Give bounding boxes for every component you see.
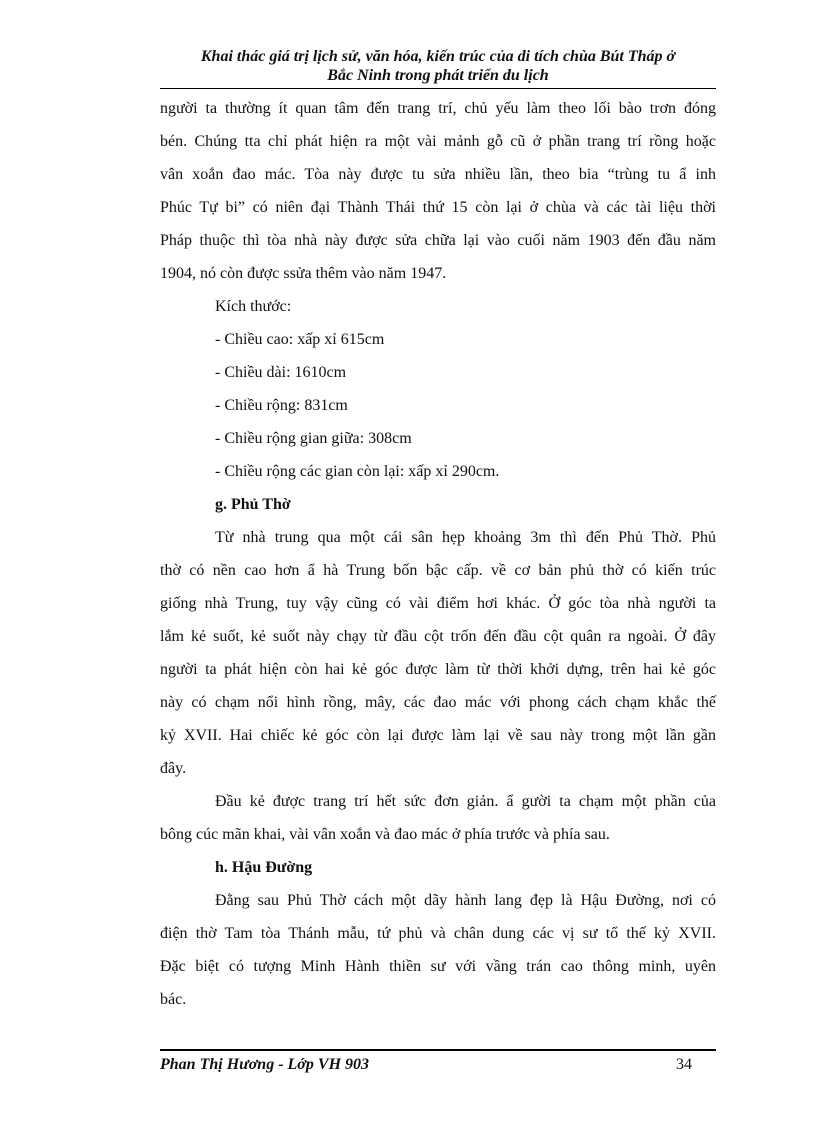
header-title-line-1: Khai thác giá trị lịch sử, văn hóa, kiến trúc của di tích chùa Bút Tháp ở <box>200 48 676 65</box>
text-line: Phúc Tự bi” có niên đại Thành Thái thứ 15 còn lại ở chùa và các tài liệu thời <box>160 199 716 216</box>
section-heading-hau-duong: h. Hậu Đường <box>215 859 313 876</box>
text-line: Từ nhà trung qua một cái sân hẹp khoảng 3m thì đến Phủ Thờ. Phủ <box>215 529 716 546</box>
list-item: - Chiều rộng gian giữa: 308cm <box>215 430 412 447</box>
paragraph-phu-tho <box>160 525 716 789</box>
text-line: người ta thường ít quan tâm đến trang trí, chủ yếu làm theo lối bào trơn đóng <box>160 100 716 117</box>
text-line: này có chạm nổi hình rồng, mây, các đao mác với phong cách chạm khắc thế <box>160 694 716 711</box>
list-item: - Chiều rộng các gian còn lại: xấp xỉ 290cm. <box>215 463 500 480</box>
text-line: Đầu kẻ được trang trí hết sức đơn giản. ẩ gười ta chạm một phần của <box>215 793 716 810</box>
text-line: điện thờ Tam tòa Thánh mẫu, tứ phủ và chân dung các vị sư tổ thế kỷ XVII. <box>160 925 716 942</box>
text-line: Đặc biệt có tượng Minh Hành thiền sư với vầng trán cao thông minh, uyên <box>160 958 716 975</box>
paragraph-dau-ke <box>160 789 716 855</box>
footer-divider <box>160 1049 716 1051</box>
text-line: vân xoắn đao mác. Tòa này được tu sửa nhiều lần, theo bia “trùng tu ẩ inh <box>160 166 716 183</box>
text-line: thờ có nền cao hơn ẩ hà Trung bốn bậc cấp. về cơ bản phủ thờ có kiến trúc <box>160 562 716 579</box>
text-line: 1904, nó còn được ssửa thêm vào năm 1947. <box>160 265 447 282</box>
header-title-line-2: Bắc Ninh trong phát triển du lịch <box>327 67 549 84</box>
header-divider <box>160 88 716 89</box>
text-line: bác. <box>160 991 187 1008</box>
dimensions-label: Kích thước: <box>215 298 292 315</box>
text-line: kỷ XVII. Hai chiếc kẻ góc còn lại được làm lại về sau này trong một lần gần <box>160 727 716 744</box>
paragraph-nha-trung-continued <box>160 96 716 294</box>
page-body <box>160 96 716 1020</box>
text-line: người ta phát hiện còn hai kẻ góc được làm từ thời khởi dựng, trên hai kẻ góc <box>160 661 716 678</box>
footer-author: Phan Thị Hương - Lớp VH 903 <box>160 1056 370 1073</box>
paragraph-hau-duong <box>160 888 716 1020</box>
list-item: - Chiều dài: 1610cm <box>215 364 347 381</box>
list-item: - Chiều cao: xấp xỉ 615cm <box>215 331 385 348</box>
text-line: giống nhà Trung, tuy vậy cũng có vài điểm hơi khác. Ở góc tòa nhà người ta <box>160 595 716 612</box>
text-line: bén. Chúng tta chỉ phát hiện ra một vài mảnh gỗ cũ ở phần trang trí rồng hoặc <box>160 133 716 150</box>
list-item: - Chiều rộng: 831cm <box>215 397 348 414</box>
dimensions-list <box>160 327 716 492</box>
page-number: 34 <box>676 1056 692 1073</box>
text-line: lắm kẻ suốt, kẻ suốt này chạy từ đầu cột trốn đến đầu cột quân ra ngoài. Ở đây <box>160 628 716 645</box>
section-heading-phu-tho: g. Phủ Thờ <box>215 496 291 513</box>
text-line: bông cúc mãn khai, vài vân xoắn và đao mác ở phía trước và phía sau. <box>160 826 610 843</box>
text-line: Đằng sau Phủ Thờ cách một dãy hành lang đẹp là Hậu Đường, nơi có <box>215 892 716 909</box>
running-header <box>160 47 716 85</box>
text-line: đây. <box>160 760 187 777</box>
text-line: Pháp thuộc thì tòa nhà này được sửa chữa lại vào cuối năm 1903 đến đầu năm <box>160 232 716 249</box>
